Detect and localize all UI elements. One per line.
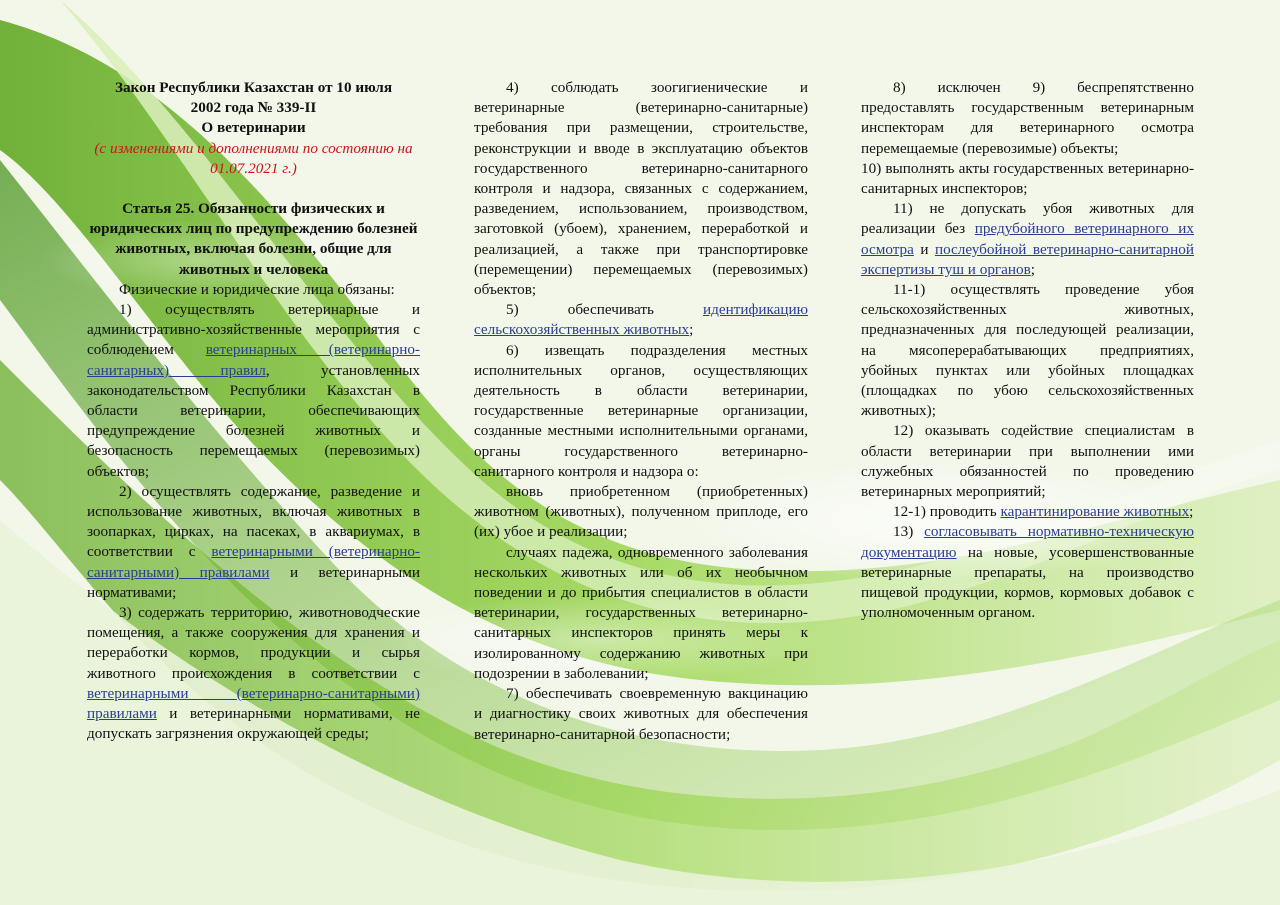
column-right [861, 78, 1194, 623]
duty-2-text-end: и ветеринарными нормативами; [87, 563, 420, 601]
duty-3-text-end: и ветеринарными нормативами, не допускать загрязнения окружающей среды; [87, 705, 420, 743]
duty-13-text: 13) [893, 523, 925, 541]
duty-1-text: 1) осуществлять ветеринарные и административно-хозяйственные мероприятия с соблюдением [87, 301, 420, 359]
duty-13-text-end: на новые, усовершенствованные ветеринарные препараты, на производство пищевой продукции, кормов, кормовых добавок с уполномоченным органом. [861, 543, 1194, 622]
vet-rules-link[interactable]: ветеринарных (ветеринарно-санитарных) правил [87, 341, 420, 379]
law-title-line1: Закон Республики Казахстан от 10 июля [114, 79, 393, 96]
duty-11-text: 11) не допускать убоя животных для реализации без [861, 200, 1194, 238]
duty-12-1-text: 12-1) проводить [893, 503, 1001, 521]
column-left [87, 78, 420, 745]
vet-rules-link-3[interactable]: ветеринарными (ветеринарно-санитарными) правилами [87, 684, 420, 723]
duty-12-1 [861, 502, 1194, 522]
quarantine-link[interactable]: карантинирование животных [1000, 503, 1190, 521]
animal-identification-link[interactable]: идентификацию сельскохозяйственных животных [474, 301, 808, 339]
duty-11-conj: и [913, 240, 935, 258]
duty-5 [474, 300, 808, 340]
article-heading: Статья 25. Обязанности физических и юридических лиц по предупреждению болезней животных, включая болезни, общие для животных и человека [89, 200, 418, 278]
duty-1 [87, 300, 420, 482]
column-middle [474, 78, 808, 745]
duty-4: 4) соблюдать зоогигиенические и ветеринарные (ветеринарно-санитарные) требования при размещении, строительстве, реконструкции и вводе в эксплуатацию объектов государственного ветеринарно-санитарного контроля и надзора, связанных с содержанием, разведением, использованием, производством, заготовкой (убоем), хранением, переработкой и реализацией, а также при транспортировке (перемещении) перемещаемых (перевозимых) объектов; [474, 79, 808, 299]
duty-11-1: 11-1) осуществлять проведение убоя сельскохозяйственных животных, предназначенных для последующей реализации, на мясоперерабатывающих предприятиях, убойных пунктах или убойных площадках (площадках по убою сельскохозяйственных животных); [861, 281, 1194, 420]
article-intro: Физические и юридические лица обязаны: [119, 280, 395, 298]
post-slaughter-expertise-link[interactable]: послеубойной ветеринарно-санитарной экспертизы туш и органов [861, 240, 1194, 278]
duty-2-text: 2) осуществлять содержание, разведение и использование животных, включая животных в зоопарках, цирках, на пасеках, в аквариумах, в соответствии с [87, 482, 420, 561]
duty-6-item-1: вновь приобретенном (приобретенных) животном (животных), полученном приплоде, его (их) убое и реализации; [474, 483, 808, 541]
law-title-line2: 2002 года № 339-II [190, 99, 317, 117]
duty-1-text-end: , установленных законодательством Республики Казахстан в области ветеринарии, обеспечивающих предупреждение болезней животных и безопасность перемещаемых (перевозимых) объектов; [87, 361, 421, 480]
duty-13 [861, 522, 1194, 623]
duty-12: 12) оказывать содействие специалистам в области ветеринарии при выполнении ими служебных обязанностей по проведению ветеринарных мероприятий; [861, 422, 1194, 501]
duty-2 [87, 482, 420, 603]
duty-10: 10) выполнять акты государственных ветеринарно-санитарных инспекторов; [861, 159, 1194, 198]
duty-11 [861, 199, 1194, 280]
duty-8-9: 8) исключен 9) беспрепятственно предоставлять государственным ветеринарным инспекторам для ветеринарного осмотра перемещаемые (перевозимые) объекты; [861, 79, 1194, 157]
duty-5-text-end: ; [689, 321, 694, 339]
duty-5-text: 5) обеспечивать [506, 301, 704, 319]
normative-docs-link[interactable]: согласовывать нормативно-техническую документацию [861, 523, 1194, 561]
duty-6-item-2: случаях падежа, одновременного заболевания нескольких животных или об их необычном поведении и до прибытия специалистов в области ветеринарии, государственных ветеринарно-санитарных инспекторов принять меры к изолированному содержанию животных при подозрении в заболевании; [474, 543, 808, 682]
duty-7: 7) обеспечивать своевременную вакцинацию и диагностику своих животных для обеспечения ветеринарно-санитарной безопасности; [474, 685, 808, 743]
pre-slaughter-inspection-link[interactable]: предубойного ветеринарного их осмотра [861, 220, 1194, 258]
duty-3 [87, 603, 420, 744]
vet-rules-link-2[interactable]: ветеринарными (ветеринарно-санитарными) правилами [87, 543, 420, 581]
duty-12-1-text-end: ; [1189, 503, 1194, 521]
duty-6: 6) извещать подразделения местных исполнительных органов, осуществляющих деятельность в области ветеринарии, государственные ветеринарные организации, созданные местными исполнительными органами, органы государственного ветеринарно-санитарного контроля и надзора о: [474, 341, 808, 480]
amendments-note: (с изменениями и дополнениями по состоянию на 01.07.2021 г.) [94, 139, 413, 177]
duty-3-text: 3) содержать территорию, животноводческие помещения, а также сооружения для хранения и переработки кормов, продукции и сырья животного происхождения в соответствии с [87, 604, 420, 682]
law-title-line3: О ветеринарии [201, 119, 306, 137]
duty-11-text-end: ; [1030, 260, 1036, 278]
